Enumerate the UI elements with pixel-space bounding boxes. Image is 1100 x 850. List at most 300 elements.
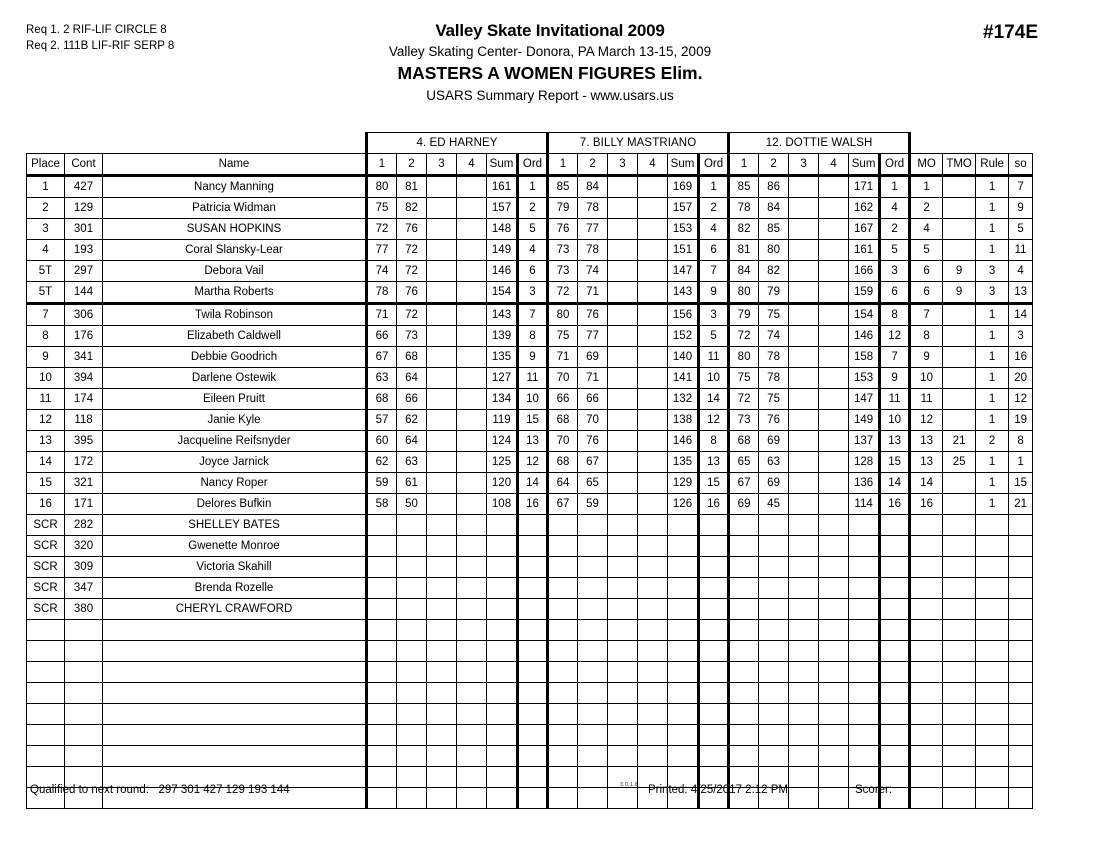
cell-j3-fig2: 76: [759, 410, 789, 431]
cell-j3-fig2: 75: [759, 304, 789, 326]
venue-subtitle: Valley Skating Center- Donora, PA March 13-15, 2009: [388, 44, 712, 59]
cell-so: 11: [1009, 240, 1033, 261]
cell-j3-fig4: [819, 431, 849, 452]
cell-j1-fig1: [367, 536, 397, 557]
cell-j2-fig2: 65: [578, 473, 608, 494]
cell-rule: 1: [976, 494, 1009, 515]
cell-j1-ord: 3: [518, 282, 548, 304]
cell-name: Jacqueline Reifsnyder: [103, 431, 367, 452]
cell-j2-ord: 13: [699, 452, 729, 473]
cell-j1-ord: 12: [518, 452, 548, 473]
cell-j3-fig2: 82: [759, 261, 789, 282]
cell-j2-ord: 11: [699, 347, 729, 368]
cell-j2-fig3: [608, 176, 638, 198]
cell-j1-c5: [487, 683, 518, 704]
cell-j1-fig1: 72: [367, 219, 397, 240]
cell-j1-fig4: [457, 240, 487, 261]
cell-j3-sum: 158: [849, 347, 880, 368]
cell-j3-ord: 13: [880, 431, 910, 452]
cell-tmo: [943, 326, 976, 347]
cell-j3-fig3: [789, 219, 819, 240]
cell-j1-c4: [457, 725, 487, 746]
qualified-list: 297 301 427 129 193 144: [158, 784, 290, 796]
cell-j1-ord: 1: [518, 176, 548, 198]
cell-j1-fig2: 61: [397, 473, 427, 494]
cell-j2-fig1: 70: [548, 431, 578, 452]
printed-timestamp: Printed: 4/25/2017 2:12 PM: [648, 784, 789, 796]
cell-so: 3: [1009, 326, 1033, 347]
col-header-j1-sum: Sum: [487, 154, 518, 176]
cell-j2-fig2: 66: [578, 389, 608, 410]
cell-j2-fig3: [608, 326, 638, 347]
cell-name: Coral Slansky-Lear: [103, 240, 367, 261]
cell-j3-c4: [819, 725, 849, 746]
cell-rule: [976, 557, 1009, 578]
cell-j3-c3: [789, 620, 819, 641]
cell-j1-c1: [367, 704, 397, 725]
cell-tmo: [943, 746, 976, 767]
cell-j2-fig2: 77: [578, 219, 608, 240]
cell-j2-fig1: 73: [548, 240, 578, 261]
cell-j3-c5: [849, 662, 880, 683]
cell-place: [27, 704, 65, 725]
cell-so: [1009, 578, 1033, 599]
cell-j3-ord: 9: [880, 368, 910, 389]
cell-j2-c3: [608, 725, 638, 746]
cell-place: 13: [27, 431, 65, 452]
cell-j3-sum: 166: [849, 261, 880, 282]
cell-j2-c5: [668, 641, 699, 662]
cell-so: [1009, 599, 1033, 620]
table-row: [27, 515, 1033, 536]
cell-j1-fig1: 71: [367, 304, 397, 326]
cell-j1-fig1: 67: [367, 347, 397, 368]
cell-j2-ord: [699, 536, 729, 557]
cell-j3-fig4: [819, 515, 849, 536]
cell-j2-ord: 9: [699, 282, 729, 304]
cell-j3-c5: [849, 620, 880, 641]
cell-so: 19: [1009, 410, 1033, 431]
cell-j3-c3: [789, 704, 819, 725]
cell-j3-ord: 15: [880, 452, 910, 473]
cell-cont: 176: [65, 326, 103, 347]
cell-rule: 1: [976, 389, 1009, 410]
cell-j1-c3: [427, 746, 457, 767]
cell-rule: [976, 683, 1009, 704]
cell-cont: 144: [65, 282, 103, 304]
cell-j1-ord: 13: [518, 431, 548, 452]
cell-j3-fig2: 78: [759, 368, 789, 389]
cell-j1-c2: [397, 620, 427, 641]
cell-tmo: [943, 725, 976, 746]
cell-mo: [910, 536, 943, 557]
cell-j1-ord: 5: [518, 219, 548, 240]
qualified-label: Qualified to next round:: [30, 784, 149, 796]
cell-j3-fig3: [789, 326, 819, 347]
cell-tmo: [943, 389, 976, 410]
cell-j3-c5: [849, 725, 880, 746]
cell-cont: 282: [65, 515, 103, 536]
cell-mo: [910, 725, 943, 746]
cell-j3-sum: 161: [849, 240, 880, 261]
cell-place: 9: [27, 347, 65, 368]
col-header-j2-ord: Ord: [699, 154, 729, 176]
cell-j1-fig2: 64: [397, 368, 427, 389]
cell-j2-c6: [699, 683, 729, 704]
cell-j3-fig1: [729, 515, 759, 536]
cell-j3-c6: [880, 725, 910, 746]
cell-j2-c1: [548, 662, 578, 683]
table-row: [27, 198, 1033, 219]
cell-cont: 118: [65, 410, 103, 431]
cell-j1-fig2: 72: [397, 240, 427, 261]
cell-so: [1009, 557, 1033, 578]
cell-j2-fig1: 64: [548, 473, 578, 494]
report-subtitle: USARS Summary Report - www.usars.us: [426, 88, 674, 103]
cell-j3-sum: [849, 578, 880, 599]
cell-j3-c2: [759, 620, 789, 641]
cell-j3-fig3: [789, 176, 819, 198]
cell-j3-c2: [759, 683, 789, 704]
cell-j2-sum: 152: [668, 326, 699, 347]
cell-j2-fig3: [608, 473, 638, 494]
col-header-place: Place: [27, 154, 65, 176]
cell-cont: 297: [65, 261, 103, 282]
cell-j3-fig3: [789, 578, 819, 599]
cell-j3-fig4: [819, 347, 849, 368]
cell-cont: 171: [65, 494, 103, 515]
qualified-note: [30, 784, 290, 796]
cell-so: [1009, 662, 1033, 683]
cell-so: 20: [1009, 368, 1033, 389]
cell-j3-ord: 6: [880, 282, 910, 304]
col-header-name: Name: [103, 154, 367, 176]
cell-j3-fig4: [819, 536, 849, 557]
cell-j3-c3: [789, 641, 819, 662]
cell-j2-sum: [668, 557, 699, 578]
cell-j1-sum: 124: [487, 431, 518, 452]
table-row: [27, 536, 1033, 557]
cell-mo: 5: [910, 240, 943, 261]
cell-mo: 2: [910, 198, 943, 219]
cell-j2-c3: [608, 704, 638, 725]
cell-j1-fig4: [457, 389, 487, 410]
cell-j2-c1: [548, 746, 578, 767]
cell-j2-c5: [668, 683, 699, 704]
col-header-j1-ord: Ord: [518, 154, 548, 176]
cell-j3-fig1: 78: [729, 198, 759, 219]
cell-j2-c6: [699, 725, 729, 746]
cell-j2-sum: [668, 536, 699, 557]
cell-cont: [65, 641, 103, 662]
cell-name: Elizabeth Caldwell: [103, 326, 367, 347]
table-row: [27, 282, 1033, 304]
cell-j3-fig4: [819, 599, 849, 620]
cell-j3-sum: 146: [849, 326, 880, 347]
cell-tmo: 25: [943, 452, 976, 473]
cell-j3-fig2: 79: [759, 282, 789, 304]
cell-j3-fig2: 78: [759, 347, 789, 368]
cell-j2-fig1: [548, 578, 578, 599]
cell-j3-sum: 162: [849, 198, 880, 219]
cell-j1-c3: [427, 620, 457, 641]
cell-j1-ord: [518, 515, 548, 536]
cell-j1-ord: 8: [518, 326, 548, 347]
cell-tmo: [943, 620, 976, 641]
cell-j3-fig2: 69: [759, 473, 789, 494]
document-id: #174E: [983, 22, 1038, 43]
cell-j1-fig1: 62: [367, 452, 397, 473]
cell-j1-c6: [518, 704, 548, 725]
cell-so: [1009, 746, 1033, 767]
cell-j2-fig2: 67: [578, 452, 608, 473]
cell-cont: 320: [65, 536, 103, 557]
cell-name: CHERYL CRAWFORD: [103, 599, 367, 620]
cell-j1-fig3: [427, 261, 457, 282]
cell-j3-sum: 114: [849, 494, 880, 515]
cell-j2-sum: 157: [668, 198, 699, 219]
judge-header-2: 7. BILLY MASTRIANO: [548, 133, 729, 154]
cell-j1-sum: [487, 536, 518, 557]
cell-j3-sum: 154: [849, 304, 880, 326]
cell-j3-fig2: 45: [759, 494, 789, 515]
cell-j3-fig2: 85: [759, 219, 789, 240]
cell-j3-fig3: [789, 431, 819, 452]
cell-mo: 11: [910, 389, 943, 410]
cell-j1-fig2: [397, 599, 427, 620]
cell-j2-fig4: [638, 282, 668, 304]
cell-j3-fig1: 75: [729, 368, 759, 389]
cell-j3-c5: [849, 704, 880, 725]
cell-j1-fig4: [457, 282, 487, 304]
cell-j1-c3: [427, 704, 457, 725]
cell-j1-sum: 120: [487, 473, 518, 494]
cell-j1-fig4: [457, 410, 487, 431]
cell-mo: [910, 704, 943, 725]
cell-cont: 172: [65, 452, 103, 473]
cell-j3-ord: [880, 557, 910, 578]
cell-j2-fig3: [608, 557, 638, 578]
table-row: [27, 473, 1033, 494]
cell-name: Martha Roberts: [103, 282, 367, 304]
cell-rule: [976, 641, 1009, 662]
cell-j1-c3: [427, 662, 457, 683]
cell-cont: [65, 662, 103, 683]
cell-mo: 16: [910, 494, 943, 515]
cell-so: 12: [1009, 389, 1033, 410]
table-row: [27, 599, 1033, 620]
cell-j1-fig2: [397, 578, 427, 599]
cell-place: 8: [27, 326, 65, 347]
cell-so: 15: [1009, 473, 1033, 494]
cell-j3-fig2: 74: [759, 326, 789, 347]
cell-j2-fig3: [608, 599, 638, 620]
cell-j1-fig1: 68: [367, 389, 397, 410]
event-title: Valley Skate Invitational 2009: [435, 21, 665, 40]
cell-j1-fig3: [427, 219, 457, 240]
cell-cont: [65, 704, 103, 725]
cell-j2-c3: [608, 662, 638, 683]
cell-j1-fig2: 76: [397, 282, 427, 304]
col-header-j2-1: 1: [548, 154, 578, 176]
cell-j2-c2: [578, 683, 608, 704]
cell-j2-c6: [699, 641, 729, 662]
cell-rule: [976, 515, 1009, 536]
cell-j2-ord: 10: [699, 368, 729, 389]
cell-j2-ord: 8: [699, 431, 729, 452]
cell-j2-sum: [668, 599, 699, 620]
cell-place: [27, 683, 65, 704]
cell-rule: 1: [976, 326, 1009, 347]
cell-j2-c6: [699, 662, 729, 683]
cell-j3-c1: [729, 683, 759, 704]
cell-tmo: 9: [943, 282, 976, 304]
col-header-so: so: [1009, 154, 1033, 176]
cell-rule: [976, 662, 1009, 683]
cell-j1-fig3: [427, 599, 457, 620]
cell-tmo: [943, 368, 976, 389]
col-header-j2-sum: Sum: [668, 154, 699, 176]
cell-cont: [65, 746, 103, 767]
cell-j3-ord: 8: [880, 304, 910, 326]
cell-j1-fig3: [427, 410, 457, 431]
cell-j2-fig3: [608, 261, 638, 282]
cell-j2-fig4: [638, 515, 668, 536]
cell-j2-c4: [638, 704, 668, 725]
cell-name: Twila Robinson: [103, 304, 367, 326]
cell-j2-fig4: [638, 431, 668, 452]
cell-tmo: [943, 347, 976, 368]
cell-j1-c4: [457, 683, 487, 704]
col-header-tmo: TMO: [943, 154, 976, 176]
requirement-1-value: 2 RIF-LIF CIRCLE 8: [63, 24, 167, 36]
cell-j1-ord: [518, 557, 548, 578]
cell-tmo: 9: [943, 261, 976, 282]
cell-j2-fig3: [608, 410, 638, 431]
cell-j3-c2: [759, 746, 789, 767]
cell-place: 15: [27, 473, 65, 494]
cell-j2-c2: [578, 746, 608, 767]
col-header-j2-2: 2: [578, 154, 608, 176]
cell-place: SCR: [27, 515, 65, 536]
cell-cont: [65, 620, 103, 641]
cell-j2-fig3: [608, 219, 638, 240]
cell-j2-fig4: [638, 410, 668, 431]
cell-so: 16: [1009, 347, 1033, 368]
cell-j1-fig2: 76: [397, 219, 427, 240]
cell-j2-fig2: 84: [578, 176, 608, 198]
banner-spacer-so: [1009, 133, 1033, 154]
cell-cont: 321: [65, 473, 103, 494]
cell-j1-fig1: 59: [367, 473, 397, 494]
cell-rule: [976, 725, 1009, 746]
col-header-j3-2: 2: [759, 154, 789, 176]
cell-j3-fig1: [729, 557, 759, 578]
cell-j1-c4: [457, 746, 487, 767]
cell-j2-fig1: 73: [548, 261, 578, 282]
cell-j2-sum: 132: [668, 389, 699, 410]
cell-tmo: [943, 578, 976, 599]
cell-j2-sum: [668, 515, 699, 536]
cell-j3-fig1: [729, 536, 759, 557]
scorer-label: Scorer:: [855, 784, 893, 796]
cell-place: 5T: [27, 282, 65, 304]
cell-j2-ord: 5: [699, 326, 729, 347]
results-table: [26, 132, 1033, 809]
cell-rule: [976, 620, 1009, 641]
cell-j3-fig1: 65: [729, 452, 759, 473]
cell-cont: 380: [65, 599, 103, 620]
cell-rule: 1: [976, 219, 1009, 240]
cell-j2-fig4: [638, 240, 668, 261]
cell-j2-c1: [548, 683, 578, 704]
cell-j3-ord: 3: [880, 261, 910, 282]
cell-mo: [910, 620, 943, 641]
cell-j3-ord: 14: [880, 473, 910, 494]
cell-j1-fig2: 81: [397, 176, 427, 198]
cell-j2-ord: 1: [699, 176, 729, 198]
cell-j1-c2: [397, 746, 427, 767]
cell-j2-c5: [668, 620, 699, 641]
col-header-j3-3: 3: [789, 154, 819, 176]
cell-j3-c1: [729, 725, 759, 746]
cell-j1-c5: [487, 704, 518, 725]
cell-mo: 10: [910, 368, 943, 389]
cell-tmo: [943, 219, 976, 240]
requirement-1-label: Req 1.: [26, 24, 60, 36]
cell-j2-ord: [699, 557, 729, 578]
cell-mo: 12: [910, 410, 943, 431]
cell-j3-ord: 12: [880, 326, 910, 347]
cell-j1-ord: 2: [518, 198, 548, 219]
cell-j1-sum: 125: [487, 452, 518, 473]
cell-j3-fig4: [819, 494, 849, 515]
judge-header-3: 12. DOTTIE WALSH: [729, 133, 910, 154]
col-header-j2-3: 3: [608, 154, 638, 176]
cell-so: 1: [1009, 452, 1033, 473]
cell-j2-sum: [668, 578, 699, 599]
cell-j2-c3: [608, 620, 638, 641]
cell-j3-fig2: [759, 515, 789, 536]
cell-j3-sum: [849, 536, 880, 557]
cell-j3-fig4: [819, 240, 849, 261]
cell-j1-fig3: [427, 431, 457, 452]
cell-j3-fig4: [819, 326, 849, 347]
cell-j2-sum: 135: [668, 452, 699, 473]
cell-j1-fig3: [427, 240, 457, 261]
cell-rule: 1: [976, 452, 1009, 473]
cell-rule: [976, 746, 1009, 767]
cell-cont: 394: [65, 368, 103, 389]
cell-j3-fig4: [819, 282, 849, 304]
cell-j3-fig1: 84: [729, 261, 759, 282]
cell-j1-fig2: 68: [397, 347, 427, 368]
cell-j1-fig3: [427, 304, 457, 326]
cell-j2-ord: 14: [699, 389, 729, 410]
cell-name: Debora Vail: [103, 261, 367, 282]
cell-j1-fig2: [397, 536, 427, 557]
table-row: [27, 240, 1033, 261]
cell-j2-fig1: [548, 599, 578, 620]
cell-j3-fig4: [819, 389, 849, 410]
cell-j1-c1: [367, 662, 397, 683]
cell-so: [1009, 641, 1033, 662]
table-row: [27, 326, 1033, 347]
cell-place: [27, 620, 65, 641]
cell-j3-fig3: [789, 304, 819, 326]
cell-j3-fig3: [789, 198, 819, 219]
cell-j1-fig2: 73: [397, 326, 427, 347]
